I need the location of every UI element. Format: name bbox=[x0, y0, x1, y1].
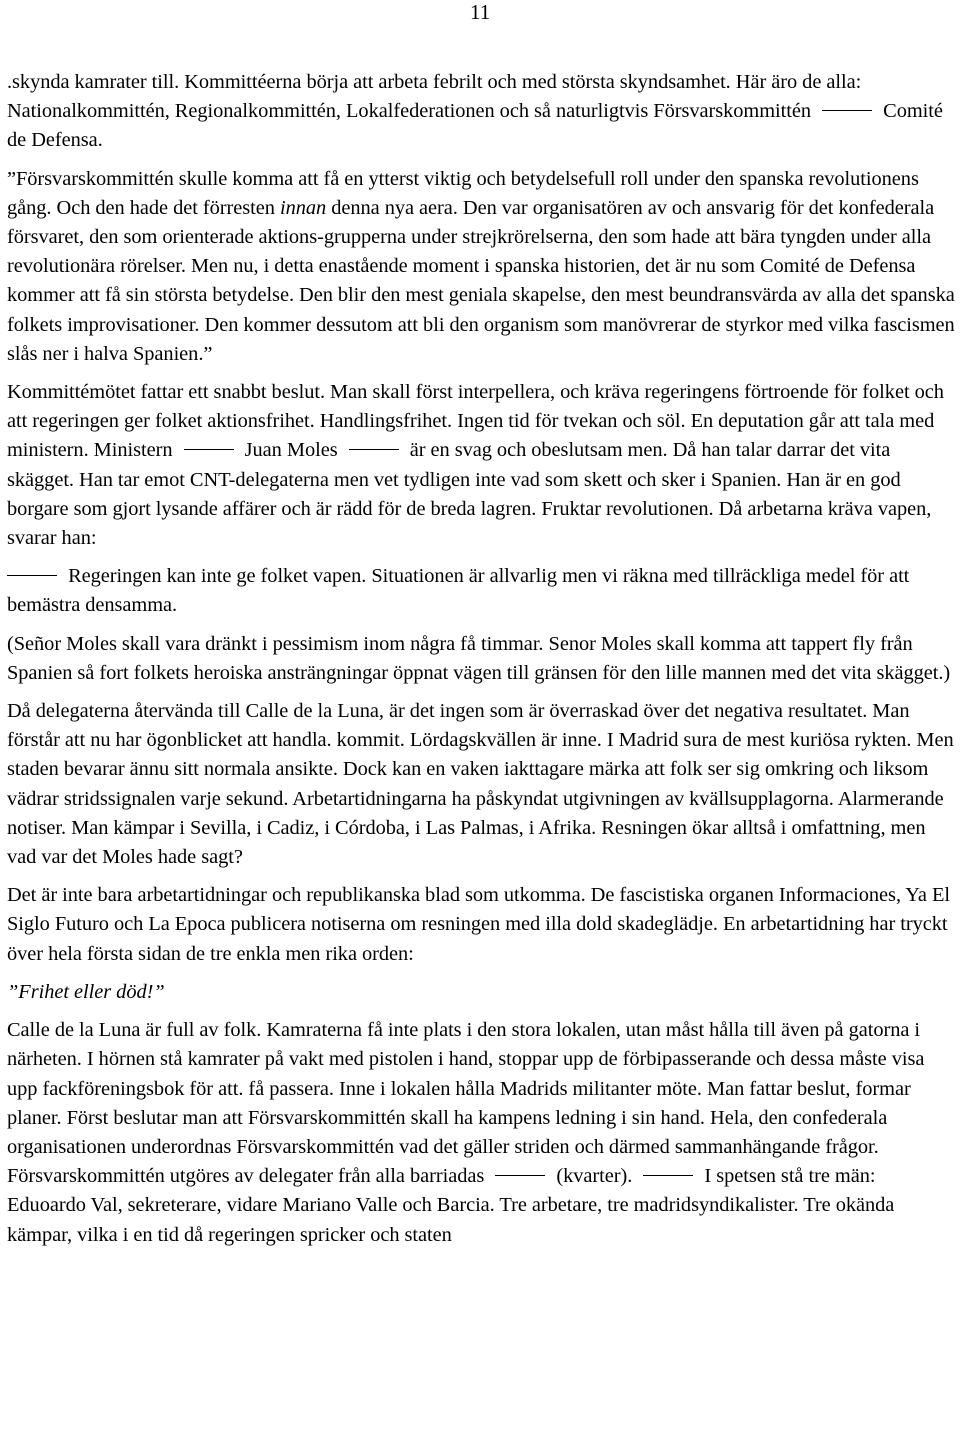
paragraph-text: Regeringen kan inte ge folket vapen. Situationen är allvarlig men vi räkna med tillräckliga medel för att bemästra densamma. bbox=[7, 565, 910, 617]
em-dash bbox=[349, 449, 399, 450]
paragraph-8 bbox=[7, 978, 957, 1007]
paragraph-text: I spetsen stå tre män: Eduoardo Val, sekreterare, vidare Mariano Valle och Barcia. Tre arbetare, tre madridsyndikalister. Tre okända kämpar, vilka i en tid då regeringen spricker och staten bbox=[7, 1165, 895, 1246]
paragraph-text: (Señor Moles skall vara dränkt i pessimism inom några få timmar. Senor Moles skall komma att tappert fly från Spanien så fort folkets heroiska ansträngningar öppnat vägen till gränsen för den lille mannen med det vita skägget.) bbox=[7, 632, 951, 684]
emphasis-text: ”Frihet eller död!” bbox=[7, 980, 165, 1003]
paragraph-1 bbox=[7, 68, 957, 156]
paragraph-text: .skynda kamrater till. Kommittéerna börja att arbeta febrilt och med största skyndsamhet. Här äro de alla: Nationalkommittén, Regionalkommittén, Lokalfederationen och så naturligtvis Försvarskommittén bbox=[7, 71, 862, 123]
paragraph-text: är en svag och obeslutsam men. Då han talar darrar det vita skägget. Han tar emot CNT-delegaterna men vet tydligen inte vad som skett och sker i Spanien. Han är en god borgare som gjort lysande affärer och är rädd för de breda lagren. Fruktar revolutionen. Då arbetarna kräva vapen, svarar han: bbox=[7, 439, 932, 550]
paragraph-3 bbox=[7, 378, 957, 553]
em-dash bbox=[7, 575, 57, 576]
em-dash bbox=[495, 1175, 545, 1176]
paragraph-4 bbox=[7, 562, 957, 620]
paragraph-text: Det är inte bara arbetartidningar och republikanska blad som utkomma. De fascistiska organen Informaciones, Ya El Siglo Futuro och La Epoca publicera notiserna om resningen med illa dold skadeglädje. En arbetartidning har tryckt över hela första sidan de tre enkla men rika orden: bbox=[7, 884, 950, 965]
paragraph-text: Comité de Defensa. bbox=[7, 100, 943, 152]
paragraph-text: Calle de la Luna är full av folk. Kamraterna få inte plats i den stora lokalen, utan måst hålla till även på gatorna i närheten. I hörnen stå kamrater på vakt med pistolen i hand, stoppar upp de förbipasserande och dessa måste visa upp fackföreningsbok för att. få passera. Inne i lokalen hålla Madrids militanter möte. Man fattar beslut, formar planer. Först beslutar man att Försvarskommittén skall ha kampens ledning i sin hand. Hela, den confederala organisationen underordnas Försvarskommittén vad det gäller striden och därmed sammanhängande frågor. Försvarskommittén utgöres av delegater från alla barriadas bbox=[7, 1019, 925, 1188]
paragraph-text: ”Försvarskommittén skulle komma att få en ytterst viktig och betydelsefull roll under den spanska revolutionens gång. Och den hade det förresten bbox=[7, 167, 919, 219]
paragraph-2 bbox=[7, 165, 957, 369]
emphasis-text: innan bbox=[279, 196, 327, 219]
paragraph-6 bbox=[7, 697, 957, 872]
paragraph-5 bbox=[7, 630, 957, 688]
paragraph-text: Juan Moles bbox=[244, 439, 338, 462]
em-dash bbox=[822, 110, 872, 111]
paragraph-text: denna nya aera. Den var organisatören av och ansvarig för det konfederala försvaret, den som orienterade aktions-grupperna under strejkrörelserna, den som hade att bära tyngden under alla revolutionära rörelser. Men nu, i detta enastående moment i spanska historien, det är nu som Comité de Defensa kommer att få sin största betydelse. Den blir den mest geniala skapelse, den mest beundransvärda av alla det spanska folkets improvisationer. Den kommer dessutom att bli den organism som manövrerar de styrkor med vilka fascismen slås ner i halva Spanien.” bbox=[7, 196, 955, 365]
paragraph-9 bbox=[7, 1016, 957, 1250]
em-dash bbox=[643, 1175, 693, 1176]
paragraph-text: (kvarter). bbox=[556, 1165, 633, 1188]
paragraph-text: Då delegaterna återvända till Calle de la Luna, är det ingen som är överraskad över det negativa resultatet. Man förstår att nu har ögonblicket att handla. kommit. Lördagskvällen är inne. I Madrid sura de mest kuriösa rykten. Men staden bevarar ännu sitt normala ansikte. Dock kan en vaken iakttagare märka att folk ser sig omkring och liksom vädrar stridssignalen varje sekund. Arbetartidningarna ha påskyndat utgivningen av kvällsupplagorna. Alarmerande notiser. Man kämpar i Sevilla, i Cadiz, i Córdoba, i Las Palmas, i Afrika. Resningen ökar alltså i omfattning, men vad var det Moles hade sagt? bbox=[7, 700, 954, 869]
document-body bbox=[7, 68, 957, 1259]
page-number: 11 bbox=[470, 0, 491, 24]
paragraph-7 bbox=[7, 881, 957, 969]
em-dash bbox=[184, 449, 234, 450]
paragraph-text: Kommittémötet fattar ett snabbt beslut. Man skall först interpellera, och kräva regeringens förtroende för folket och att regeringen ger folket aktionsfrihet. Handlingsfrihet. Ingen tid för tvekan och söl. En deputation går att tala med ministern. Ministern bbox=[7, 381, 944, 462]
